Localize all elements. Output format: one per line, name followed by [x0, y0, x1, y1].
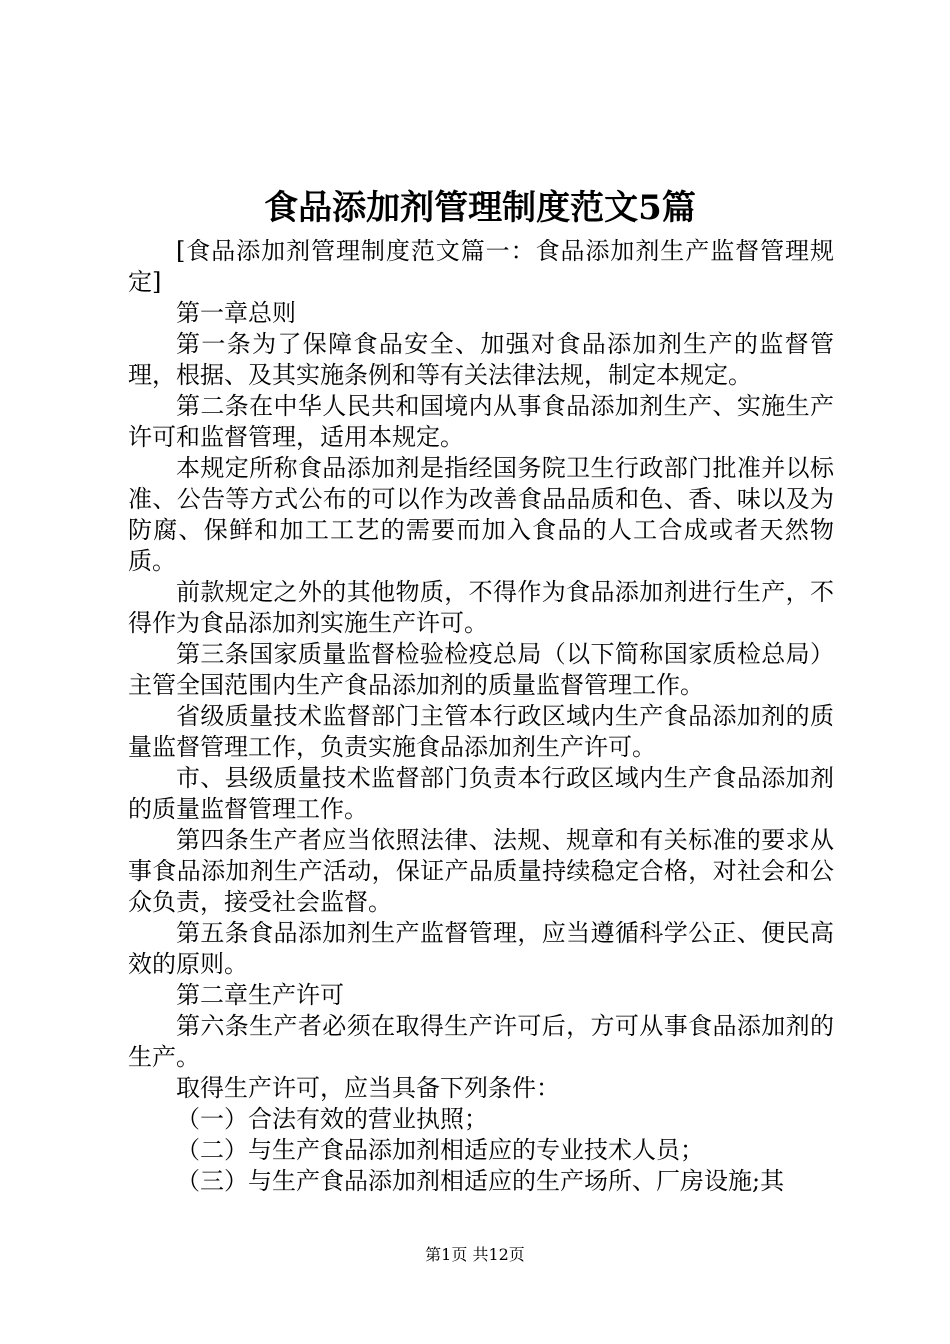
- document-body: [128, 236, 834, 1197]
- document-title: 食品添加剂管理制度范文5篇: [264, 188, 696, 228]
- paragraph-conditions-intro: 取得生产许可，应当具备下列条件：: [176, 1074, 560, 1102]
- paragraph-article-5: 第五条食品添加剂生产监督管理，应当遵循科学公正、便民高效的原则。: [128, 919, 834, 978]
- paragraph-provincial: 省级质量技术监督部门主管本行政区域内生产食品添加剂的质量监督管理工作，负责实施食品添加剂生产许可。: [128, 702, 834, 761]
- paragraph-chapter-1: 第一章总则: [176, 299, 296, 327]
- list-item-condition-1: （一）合法有效的营业执照；: [176, 1105, 488, 1133]
- paragraph-article-3: 第三条国家质量监督检验检疫总局（以下简称国家质检总局）主管全国范围内生产食品添加剂的质量监督管理工作。: [128, 640, 834, 699]
- paragraph-chapter-2: 第二章生产许可: [176, 981, 344, 1009]
- paragraph-exclusion: 前款规定之外的其他物质，不得作为食品添加剂进行生产，不得作为食品添加剂实施生产许可。: [128, 578, 834, 637]
- page-footer: 第1页 共12页: [425, 1245, 525, 1264]
- list-item-condition-3: （三）与生产食品添加剂相适应的生产场所、厂房设施;其: [176, 1167, 785, 1195]
- paragraph-definition: 本规定所称食品添加剂是指经国务院卫生行政部门批准并以标准、公告等方式公布的可以作为改善食品品质和色、香、味以及为防腐、保鲜和加工工艺的需要而加入食品的人工合成或者天然物质。: [128, 454, 834, 575]
- paragraph-municipal: 市、县级质量技术监督部门负责本行政区域内生产食品添加剂的质量监督管理工作。: [128, 764, 834, 823]
- paragraph-article-6: 第六条生产者必须在取得生产许可后，方可从事食品添加剂的生产。: [128, 1012, 834, 1071]
- paragraph-heading-source: [食品添加剂管理制度范文篇一：食品添加剂生产监督管理规定]: [128, 237, 834, 296]
- list-item-condition-2: （二）与生产食品添加剂相适应的专业技术人员；: [176, 1136, 704, 1164]
- paragraph-article-1: 第一条为了保障食品安全、加强对食品添加剂生产的监督管理，根据、及其实施条例和等有关法律法规，制定本规定。: [128, 330, 834, 389]
- paragraph-article-2: 第二条在中华人民共和国境内从事食品添加剂生产、实施生产许可和监督管理，适用本规定。: [128, 392, 834, 451]
- paragraph-article-4: 第四条生产者应当依照法律、法规、规章和有关标准的要求从事食品添加剂生产活动，保证产品质量持续稳定合格，对社会和公众负责，接受社会监督。: [128, 826, 834, 916]
